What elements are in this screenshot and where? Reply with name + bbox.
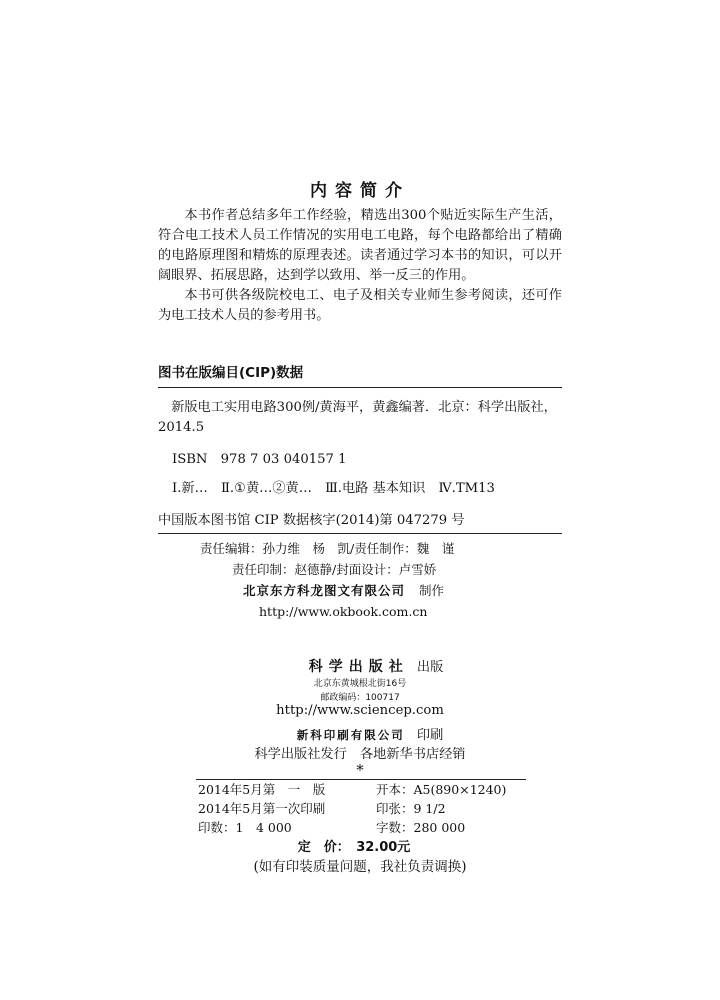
cip-entry-text: 新版电工实用电路300例/黄海平，黄鑫编著．北京：科学出版社，2014.5 — [158, 400, 557, 435]
publisher-name: 科学出版社 — [308, 659, 409, 675]
print-info-right: 开本：A5(890×1240) — [376, 782, 507, 797]
summary-body — [158, 206, 562, 326]
cip-heading: 图书在版编目(CIP)数据 — [158, 365, 304, 381]
print-info-right: 印张：9 1/2 — [376, 801, 446, 816]
summary-paragraph-1: 本书作者总结多年工作经验，精选出300个贴近实际生产生活，符合电工技术人员工作情况的实用电工电路，每个电路都给出了精确的电路原理图和精炼的原理表述。读者通过学习本书的知识，可以开阔眼界、拓展思路，达到学以致用、举一反三的作用。 — [158, 208, 562, 283]
publisher-address: 北京东黄城根北街16号 — [313, 679, 407, 689]
print-info-rule — [196, 779, 526, 780]
credits-line-editors: 责任编辑：孙力维 杨 凯/责任制作：魏 谨 — [200, 541, 455, 556]
cip-isbn: ISBN 978 7 03 040157 1 — [172, 452, 347, 467]
quality-notice: (如有印装质量问题，我社负责调换) — [253, 859, 467, 875]
price: 定 价： 32.00元 — [297, 840, 411, 855]
producer-name: 北京东方科龙图文有限公司 — [243, 583, 406, 598]
cip-bottom-rule — [158, 533, 562, 534]
print-info-left: 2014年5月第 一 版 — [198, 782, 326, 797]
printer-line — [10, 724, 720, 743]
divider-asterisk: * — [356, 761, 364, 779]
summary-title: 内容简介 — [310, 181, 410, 201]
print-info-left: 2014年5月第一次印刷 — [198, 801, 326, 816]
print-info-row — [198, 819, 466, 837]
credits-line-production: 责任印制：赵德静/封面设计：卢雪娇 — [232, 562, 437, 577]
cip-classification: Ⅰ.新… Ⅱ.①黄…②黄… Ⅲ.电路 基本知识 Ⅳ.TM13 — [172, 481, 495, 496]
cip-record: 中国版本图书馆 CIP 数据核字(2014)第 047279 号 — [158, 513, 465, 528]
cip-top-rule — [158, 387, 562, 388]
publisher-line — [16, 656, 720, 676]
print-info-row — [198, 781, 507, 799]
printer-name: 新科印刷有限公司 — [296, 728, 405, 742]
distribution: 科学出版社发行 各地新华书店经销 — [254, 747, 466, 762]
credits-producer — [243, 580, 444, 601]
producer-url: http://www.okbook.com.cn — [259, 604, 428, 619]
producer-role: 制作 — [419, 583, 445, 598]
publisher-role: 出版 — [416, 660, 444, 675]
cip-entry — [158, 398, 562, 438]
printer-role: 印刷 — [416, 728, 444, 743]
print-info-right: 字数：280 000 — [376, 820, 466, 835]
publisher-postcode: 邮政编码：100717 — [320, 693, 400, 703]
print-info-left: 印数：1 4 000 — [198, 820, 292, 835]
print-info-row — [198, 800, 446, 818]
summary-paragraph-2: 本书可供各级院校电工、电子及相关专业师生参考阅读，还可作为电工技术人员的参考用书。 — [158, 288, 562, 323]
publisher-url: http://www.sciencep.com — [276, 703, 444, 718]
